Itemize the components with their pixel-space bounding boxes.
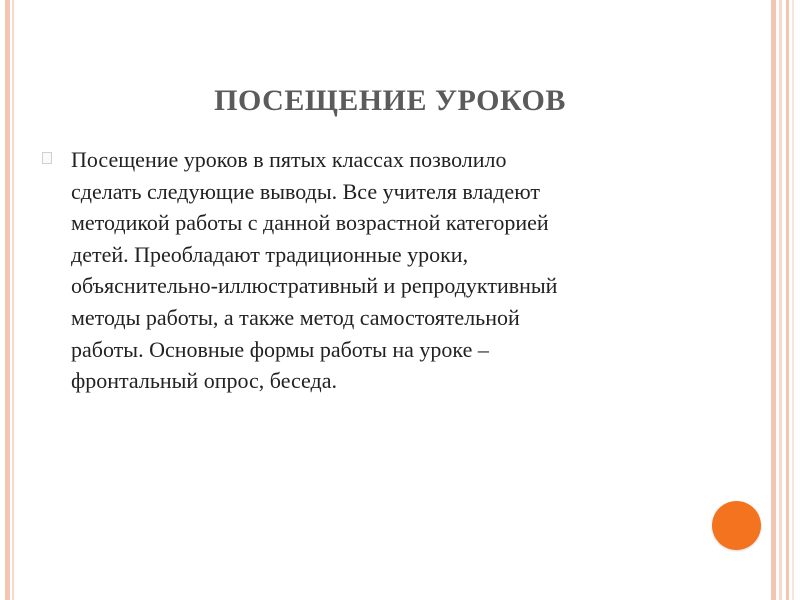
orange-circle-icon	[712, 501, 761, 550]
left-border-stripe	[5, 0, 10, 600]
right-border-stripe-3	[786, 0, 789, 600]
left-border-stripe-thin	[12, 0, 14, 600]
bullet-text: Посещение уроков в пятых классах позволило сделать следующие выводы. Все учителя владеют методикой работы с данной возрастной категорией детей. Преобладают традиционные уроки, объяснительно-иллюстративный и репродуктивный методы работы, а также метод самостоятельной работы. Основные формы работы на уроке – фронтальный опрос, беседа.	[71, 147, 558, 394]
square-bullet-icon	[42, 152, 52, 164]
right-border-stripe-4	[792, 0, 794, 600]
right-border-stripe-2	[779, 0, 782, 600]
right-border-stripe	[771, 0, 776, 600]
slide-title: ПОСЕЩЕНИЕ УРОКОВ	[214, 84, 566, 117]
bullet-item	[42, 144, 692, 397]
